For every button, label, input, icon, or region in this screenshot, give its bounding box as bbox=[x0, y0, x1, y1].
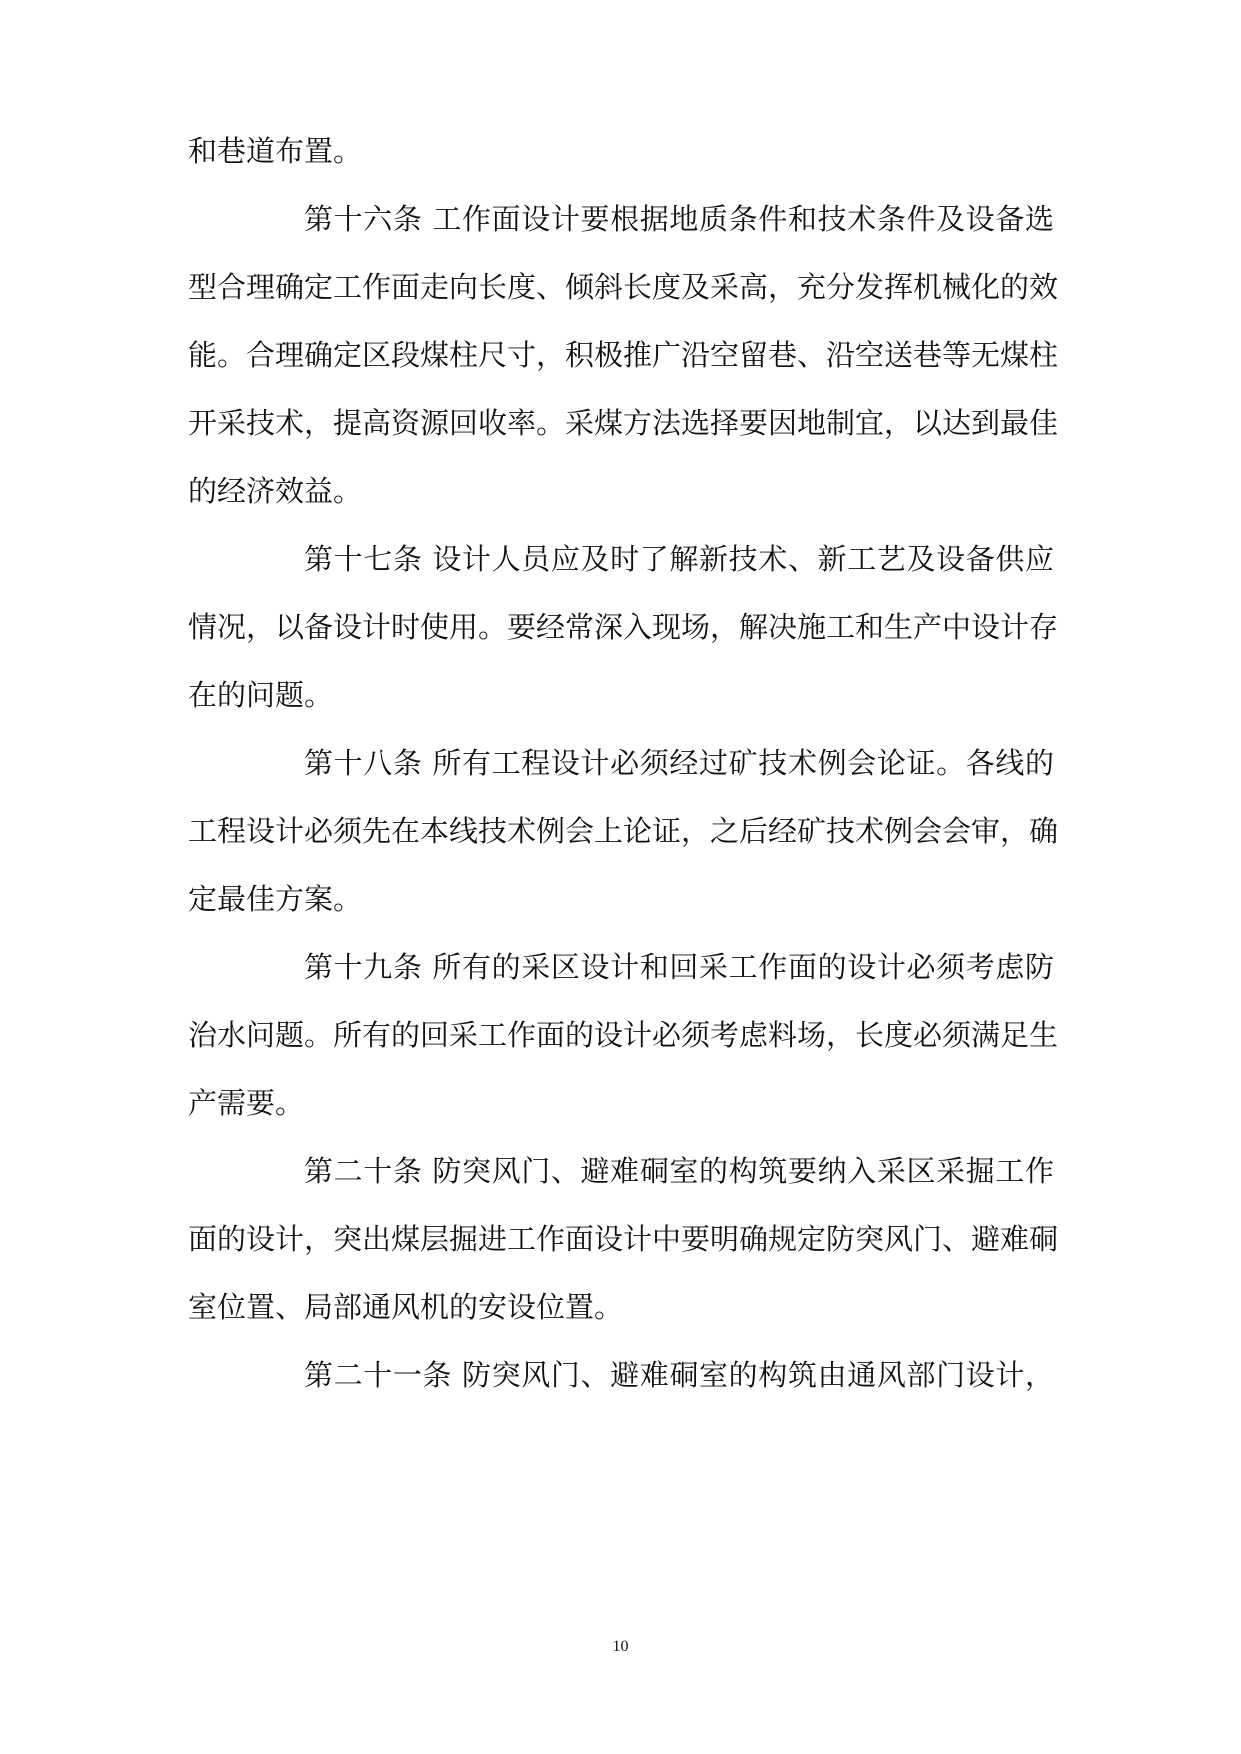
text-line: 室位置、局部通风机的安设位置。 bbox=[188, 1290, 624, 1324]
text-line: 工程设计必须先在本线技术例会上论证，之后经矿技术例会会审，确 bbox=[188, 814, 1059, 848]
text-line: 第十七条 设计人员应及时了解新技术、新工艺及设备供应 bbox=[304, 542, 1054, 576]
text-line: 第十八条 所有工程设计必须经过矿技术例会论证。各线的 bbox=[304, 746, 1054, 780]
text-line: 第二十一条 防突风门、避难硐室的构筑由通风部门设计， bbox=[304, 1358, 1054, 1392]
text-line: 定最佳方案。 bbox=[188, 882, 363, 916]
page-number: 10 bbox=[612, 1638, 629, 1655]
text-line: 在的问题。 bbox=[188, 678, 334, 712]
text-line: 第十九条 所有的采区设计和回采工作面的设计必须考虑防 bbox=[304, 950, 1054, 984]
text-line: 开采技术，提高资源回收率。采煤方法选择要因地制宜，以达到最佳 bbox=[188, 406, 1059, 440]
text-line: 的经济效益。 bbox=[188, 474, 363, 508]
text-line: 情况，以备设计时使用。要经常深入现场，解决施工和生产中设计存 bbox=[188, 610, 1059, 644]
text-line: 治水问题。所有的回采工作面的设计必须考虑料场，长度必须满足生 bbox=[188, 1018, 1059, 1052]
text-line: 和巷道布置。 bbox=[188, 134, 363, 168]
text-line: 产需要。 bbox=[188, 1086, 305, 1120]
text-line: 能。合理确定区段煤柱尺寸，积极推广沿空留巷、沿空送巷等无煤柱 bbox=[188, 338, 1059, 372]
text-line: 第二十条 防突风门、避难硐室的构筑要纳入采区采掘工作 bbox=[304, 1154, 1054, 1188]
text-line: 面的设计，突出煤层掘进工作面设计中要明确规定防突风门、避难硐 bbox=[188, 1222, 1059, 1256]
text-line: 型合理确定工作面走向长度、倾斜长度及采高，充分发挥机械化的效 bbox=[188, 270, 1059, 304]
text-line: 第十六条 工作面设计要根据地质条件和技术条件及设备选 bbox=[304, 202, 1054, 236]
